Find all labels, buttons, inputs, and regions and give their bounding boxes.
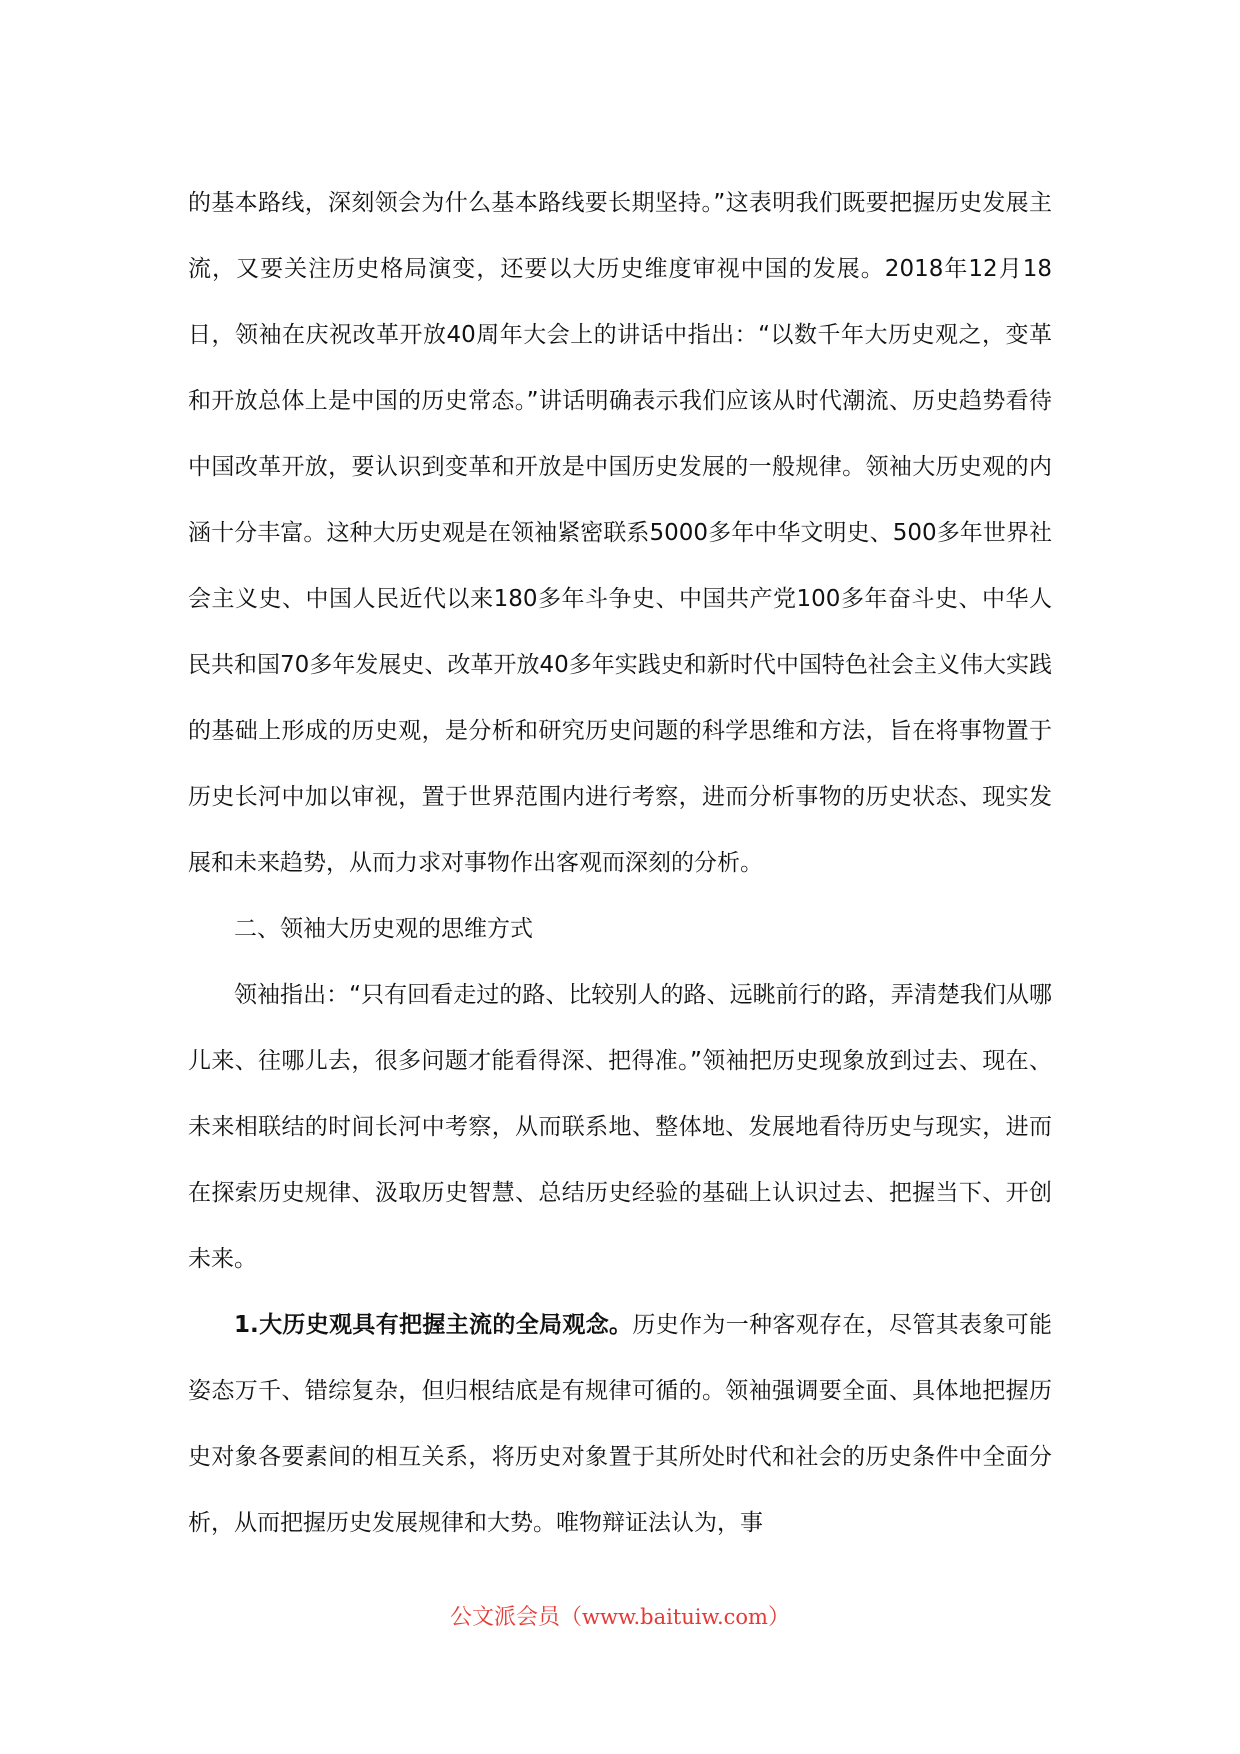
- footer-url[interactable]: www.baituiw.com: [582, 1605, 768, 1629]
- paragraph-3-lead: 1.大历史观具有把握主流的全局观念。: [234, 1312, 633, 1338]
- section-heading-text: 二、领袖大历史观的思维方式: [234, 916, 533, 942]
- footer-watermark: [0, 1600, 1240, 1635]
- section-heading: [188, 896, 1052, 962]
- paragraph-3-text: 历史作为一种客观存在，尽管其表象可能姿态万千、错综复杂，但归根结底是有规律可循的。领袖强调要全面、具体地把握历史对象各要素间的相互关系，将历史对象置于其所处时代和社会的历史条件中全面分析，从而把握历史发展规律和大势。唯物辩证法认为，事: [188, 1312, 1053, 1536]
- document-body: [188, 170, 1052, 1556]
- footer-label: 公文派会员（: [450, 1605, 583, 1630]
- paragraph-3: [188, 1292, 1052, 1556]
- paragraph-1: [188, 170, 1052, 896]
- paragraph-2-text: 领袖指出：“只有回看走过的路、比较别人的路、远眺前行的路，弄清楚我们从哪儿来、往哪儿去，很多问题才能看得深、把得准。”领袖把历史现象放到过去、现在、未来相联结的时间长河中考察，从而联系地、整体地、发展地看待历史与现实，进而在探索历史规律、汲取历史智慧、总结历史经验的基础上认识过去、把握当下、开创未来。: [188, 982, 1052, 1272]
- paragraph-1-text: 的基本路线，深刻领会为什么基本路线要长期坚持。”这表明我们既要把握历史发展主流，又要关注历史格局演变，还要以大历史维度审视中国的发展。2018年12月18日，领袖在庆祝改革开放40周年大会上的讲话中指出：“以数千年大历史观之，变革和开放总体上是中国的历史常态。”讲话明确表示我们应该从时代潮流、历史趋势看待中国改革开放，要认识到变革和开放是中国历史发展的一般规律。领袖大历史观的内涵十分丰富。这种大历史观是在领袖紧密联系5000多年中华文明史、500多年世界社会主义史、中国人民近代以来180多年斗争史、中国共产党100多年奋斗史、中华人民共和国70多年发展史、改革开放40多年实践史和新时代中国特色社会主义伟大实践的基础上形成的历史观，是分析和研究历史问题的科学思维和方法，旨在将事物置于历史长河中加以审视，置于世界范围内进行考察，进而分析事物的历史状态、现实发展和未来趋势，从而力求对事物作出客观而深刻的分析。: [188, 190, 1052, 876]
- paragraph-2: [188, 962, 1052, 1292]
- footer-close: ）: [767, 1605, 790, 1630]
